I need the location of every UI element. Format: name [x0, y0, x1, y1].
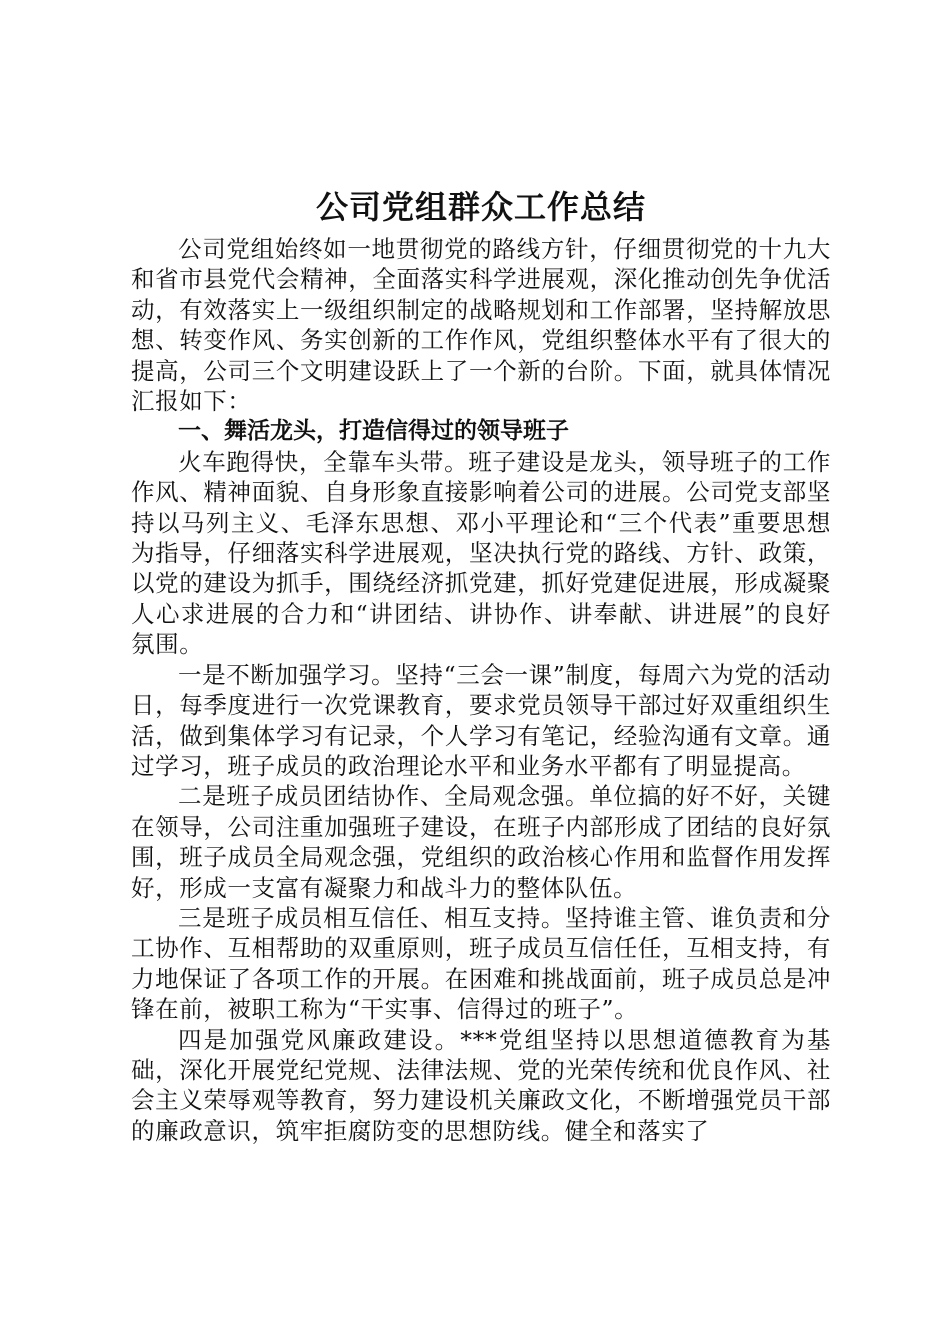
body-paragraph: 三是班子成员相互信任、相互支持。坚持谁主管、谁负责和分工协作、互相帮助的双重原则，班子成员互信任任，互相支持，有力地保证了各项工作的开展。在困难和挑战面前，班子成员总是冲锋在前，被职工称为“干实事、信得过的班子”。 [131, 903, 831, 1024]
intro-paragraph: 公司党组始终如一地贯彻党的路线方针，仔细贯彻党的十九大和省市县党代会精神，全面落实科学进展观，深化推动创先争优活动，有效落实上一级组织制定的战略规划和工作部署，坚持解放思想、转变作风、务实创新的工作作风，党组织整体水平有了很大的提高，公司三个文明建设跃上了一个新的台阶。下面，就具体情况汇报如下： [131, 235, 831, 416]
body-paragraph: 二是班子成员团结协作、全局观念强。单位搞的好不好，关键在领导，公司注重加强班子建设，在班子内部形成了团结的良好氛围，班子成员全局观念强，党组织的政治核心作用和监督作用发挥好，形成一支富有凝聚力和战斗力的整体队伍。 [131, 782, 831, 902]
document-body [131, 180, 831, 1146]
section-heading: 一、舞活龙头，打造信得过的领导班子 [178, 418, 569, 445]
body-paragraph: 四是加强党风廉政建设。***党组坚持以思想道德教育为基础，深化开展党纪党规、法律法规、党的光荣传统和优良作风、社会主义荣辱观等教育，努力建设机关廉政文化，不断增强党员干部的廉政意识，筑牢拒腐防变的思想防线。健全和落实了 [131, 1025, 831, 1145]
document-title: 公司党组群众工作总结 [315, 188, 646, 226]
body-paragraph: 一是不断加强学习。坚持“三会一课”制度，每周六为党的活动日，每季度进行一次党课教育，要求党员领导干部过好双重组织生活，做到集体学习有记录，个人学习有笔记，经验沟通有文章。通过学习，班子成员的政治理论水平和业务水平都有了明显提高。 [131, 660, 831, 780]
body-paragraph: 火车跑得快，全靠车头带。班子建设是龙头，领导班子的工作作风、精神面貌、自身形象直接影响着公司的进展。公司党支部坚持以马列主义、毛泽东思想、邓小平理论和“三个代表”重要思想为指导，仔细落实科学进展观，坚决执行党的路线、方针、政策，以党的建设为抓手，围绕经济抓党建，抓好党建促进展，形成凝聚人心求进展的合力和“讲团结、讲协作、讲奉献、讲进展”的良好氛围。 [131, 447, 831, 659]
